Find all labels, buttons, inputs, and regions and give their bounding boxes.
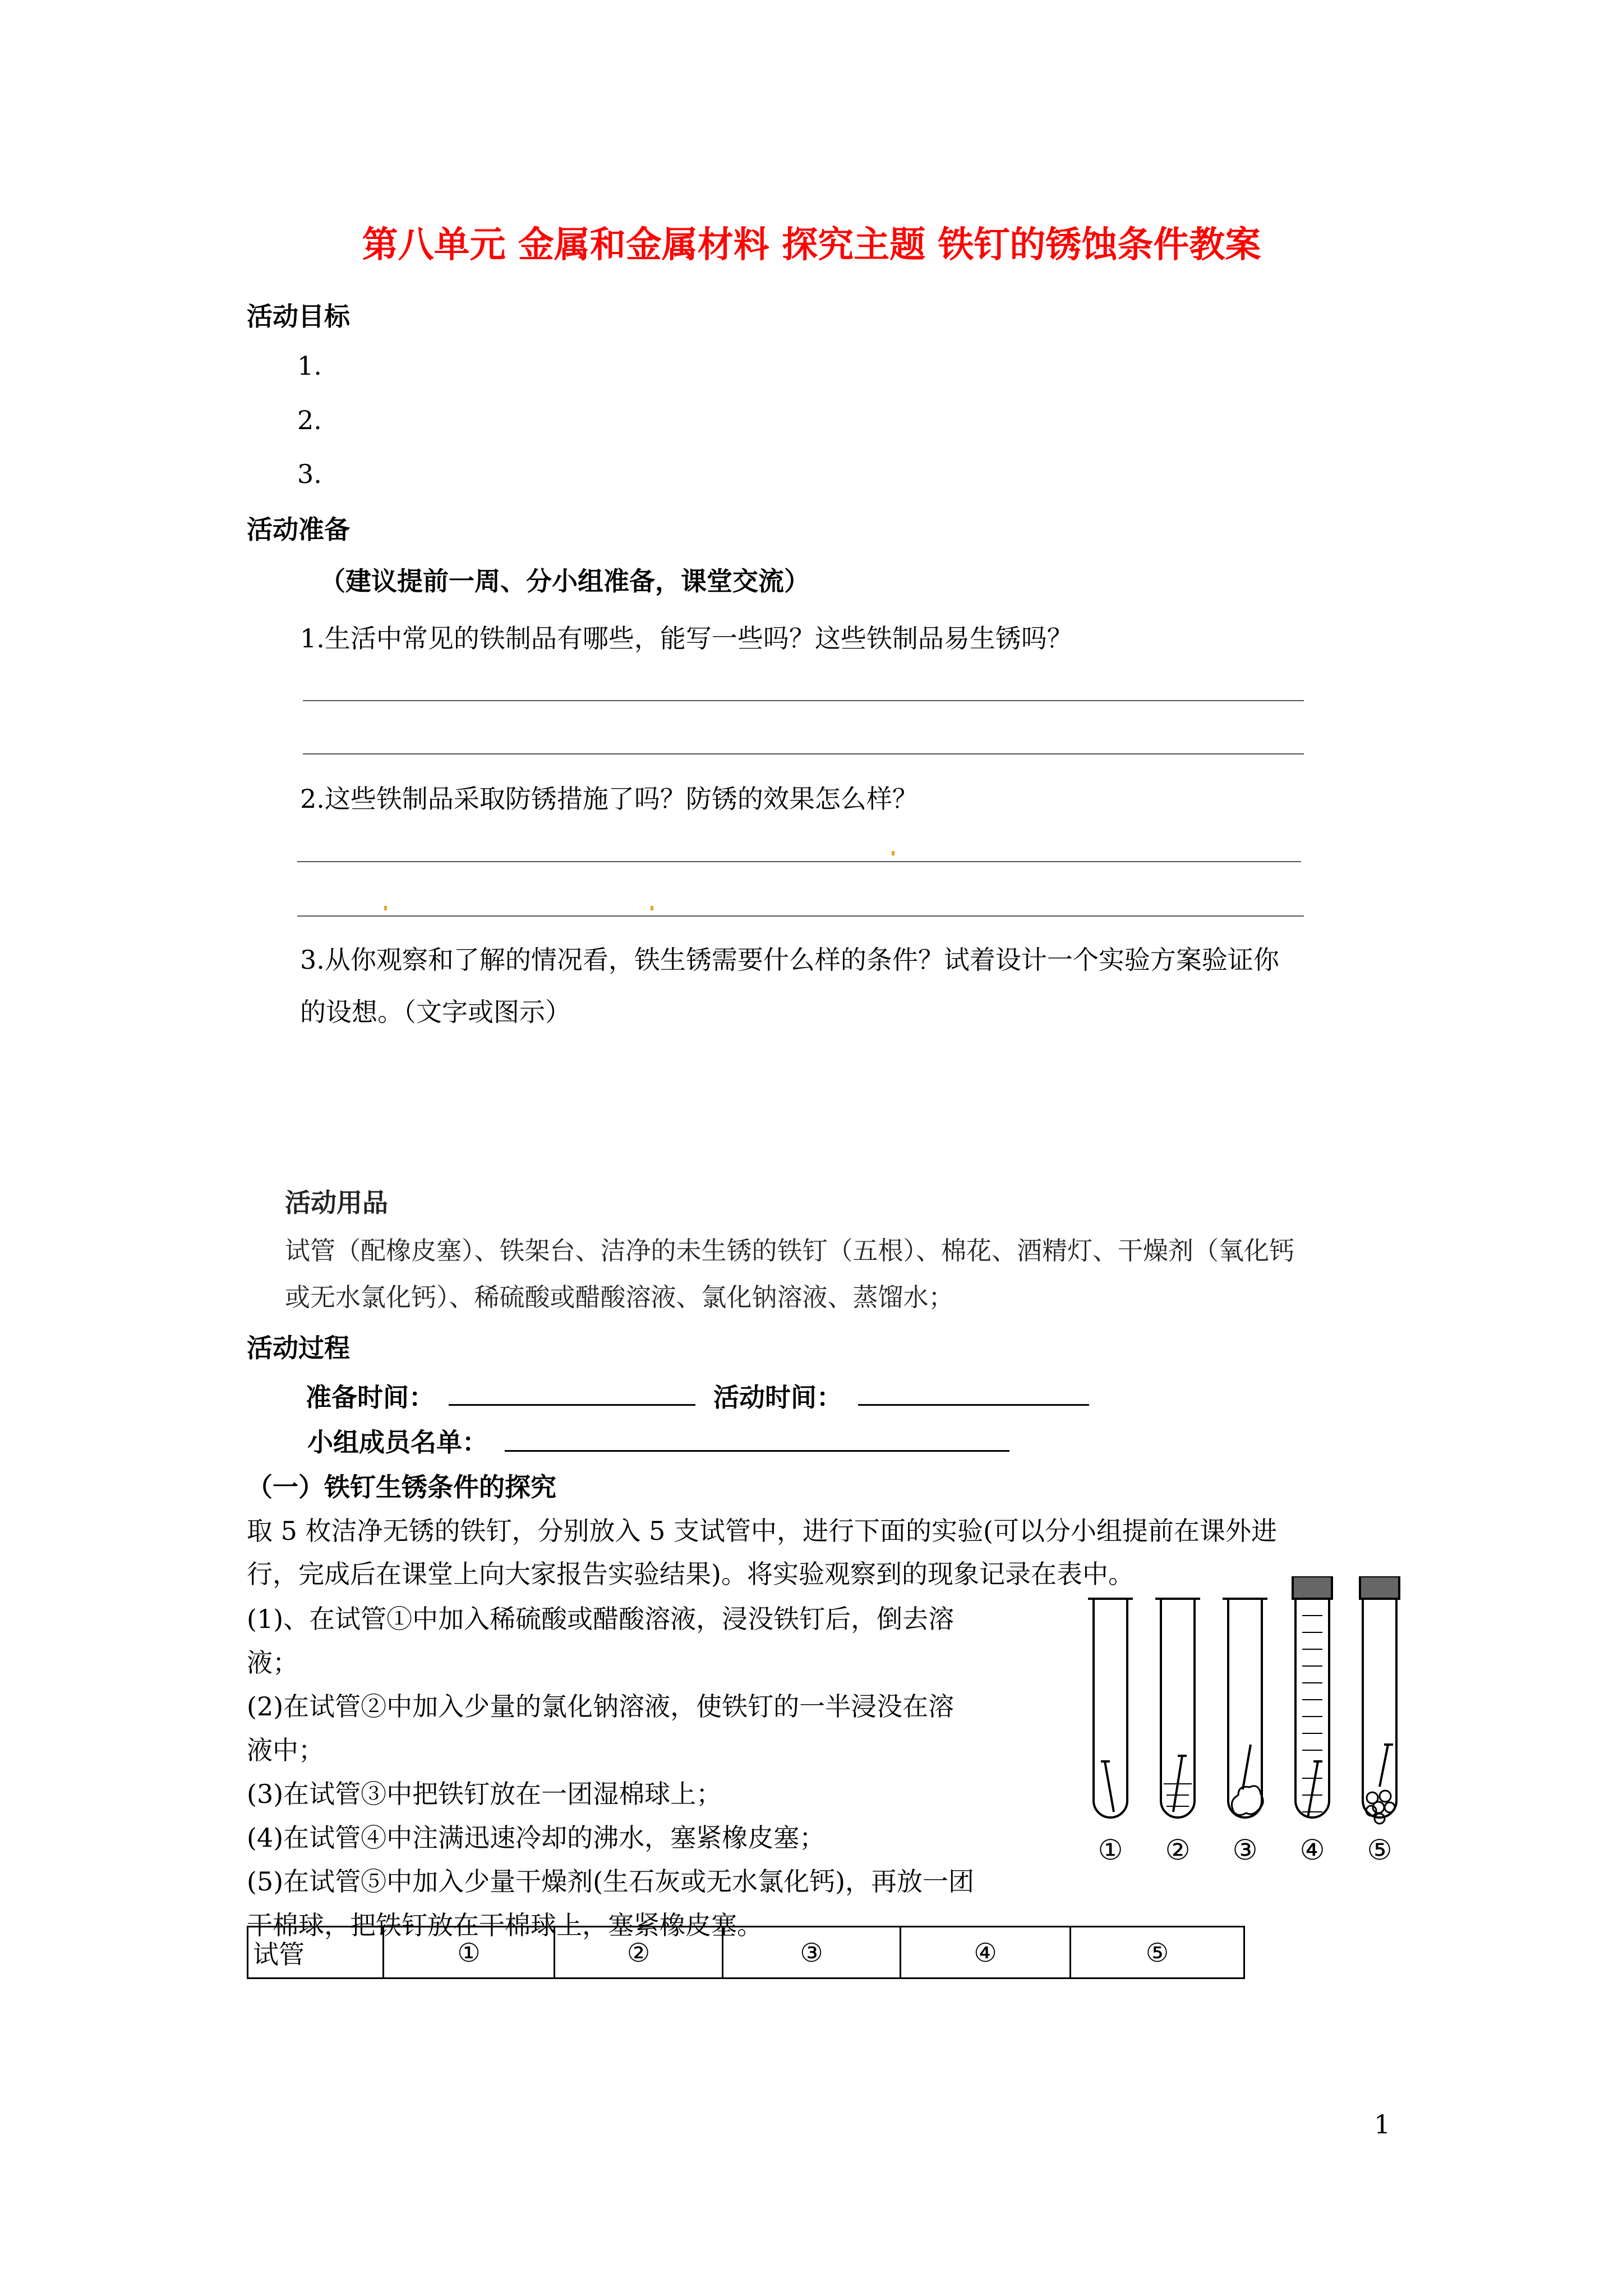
- step-2-line2: 液中；: [247, 1735, 324, 1765]
- goals-heading: 活动目标: [247, 301, 350, 332]
- table-cell: ④: [901, 1927, 1071, 1978]
- section1-heading: （一）铁钉生锈条件的探究: [247, 1472, 556, 1502]
- step-1-line1: (1)、在试管①中加入稀硫酸或醋酸溶液，浸没铁钉后，倒去溶: [247, 1604, 955, 1634]
- step-3: (3)在试管③中把铁钉放在一团湿棉球上；: [247, 1779, 722, 1809]
- figure-label-1: ①: [1098, 1834, 1123, 1866]
- supplies-line-2: 或无水氯化钙）、稀硫酸或醋酸溶液、氯化钠溶液、蒸馏水；: [285, 1282, 954, 1312]
- page-title: 第八单元 金属和金属材料 探究主题 铁钉的锈蚀条件教案: [362, 224, 1261, 266]
- answer-line[interactable]: [297, 861, 1301, 862]
- members-field[interactable]: [505, 1450, 1009, 1452]
- goal-item-3: 3.: [297, 459, 322, 489]
- figure-label-2: ②: [1165, 1834, 1191, 1866]
- scan-speck: [384, 906, 387, 910]
- answer-line[interactable]: [297, 915, 1304, 917]
- prep-time-field[interactable]: [449, 1404, 695, 1406]
- test-tube-4: [1293, 1576, 1332, 1818]
- process-heading: 活动过程: [247, 1333, 350, 1363]
- table-cell: ②: [555, 1927, 723, 1978]
- figure-label-3: ③: [1232, 1834, 1258, 1866]
- prep-question-1: 1.生活中常见的铁制品有哪些，能写一些吗？这些铁制品易生锈吗？: [300, 623, 1073, 654]
- section1-intro-2: 行，完成后在课堂上向大家报告实验结果)。将实验观察到的现象记录在表中。: [247, 1559, 1134, 1589]
- scan-speck: [892, 851, 895, 855]
- step-5-line1: (5)在试管⑤中加入少量干燥剂(生石灰或无水氯化钙)，再放一团: [247, 1866, 975, 1897]
- activity-time-label: 活动时间：: [713, 1382, 842, 1412]
- answer-line[interactable]: [303, 700, 1304, 701]
- figure-label-4: ④: [1299, 1834, 1325, 1866]
- scan-speck: [651, 906, 653, 910]
- table-cell: ⑤: [1071, 1927, 1244, 1978]
- figure-label-5: ⑤: [1367, 1834, 1393, 1866]
- prep-heading: 活动准备: [247, 514, 350, 545]
- step-1-line2: 液；: [247, 1648, 298, 1678]
- test-tube-3: [1223, 1599, 1267, 1818]
- answer-line[interactable]: [303, 753, 1304, 754]
- prep-question-3-line1: 3.从你观察和了解的情况看，铁生锈需要什么样的条件？试着设计一个实验方案验证你: [300, 945, 1279, 975]
- results-table: [247, 1926, 1245, 1979]
- section1-intro-1: 取 5 枚洁净无锈的铁钉，分别放入 5 支试管中，进行下面的实验(可以分小组提前在课外进: [247, 1516, 1277, 1546]
- table-header-cell: 试管: [248, 1927, 384, 1978]
- supplies-line-1: 试管（配橡皮塞）、铁架台、洁净的未生锈的铁钉（五根）、棉花、酒精灯、干燥剂（氧化钙: [285, 1236, 1295, 1266]
- activity-time-field[interactable]: [858, 1404, 1089, 1406]
- step-4: (4)在试管④中注满迅速冷却的沸水，塞紧橡皮塞；: [247, 1823, 826, 1853]
- page-number: 1: [1374, 2109, 1391, 2139]
- step-5-line2: 干棉球，把铁钉放在干棉球上，塞紧橡皮塞。: [247, 1910, 763, 1940]
- members-label: 小组成员名单：: [307, 1427, 488, 1457]
- prep-question-2: 2.这些铁制品采取防锈措施了吗？防锈的效果怎么样？: [300, 784, 918, 814]
- step-2-line1: (2)在试管②中加入少量的氯化钠溶液，使铁钉的一半浸没在溶: [247, 1691, 955, 1722]
- test-tubes-figure: [1082, 1576, 1419, 1868]
- table-cell: ①: [384, 1927, 555, 1978]
- supplies-heading: 活动用品: [285, 1188, 388, 1218]
- table-cell: ③: [723, 1927, 901, 1978]
- table-row: [248, 1927, 1244, 1978]
- goal-item-1: 1.: [297, 351, 322, 381]
- prep-note: （建议提前一周、分小组准备，课堂交流）: [320, 566, 810, 596]
- goal-item-2: 2.: [297, 405, 322, 435]
- prep-question-3-line2: 的设想。（文字或图示）: [300, 997, 571, 1027]
- test-tube-5: [1360, 1576, 1399, 1824]
- test-tube-2: [1155, 1599, 1200, 1818]
- test-tube-1: [1088, 1599, 1133, 1818]
- prep-time-label: 准备时间：: [306, 1382, 435, 1412]
